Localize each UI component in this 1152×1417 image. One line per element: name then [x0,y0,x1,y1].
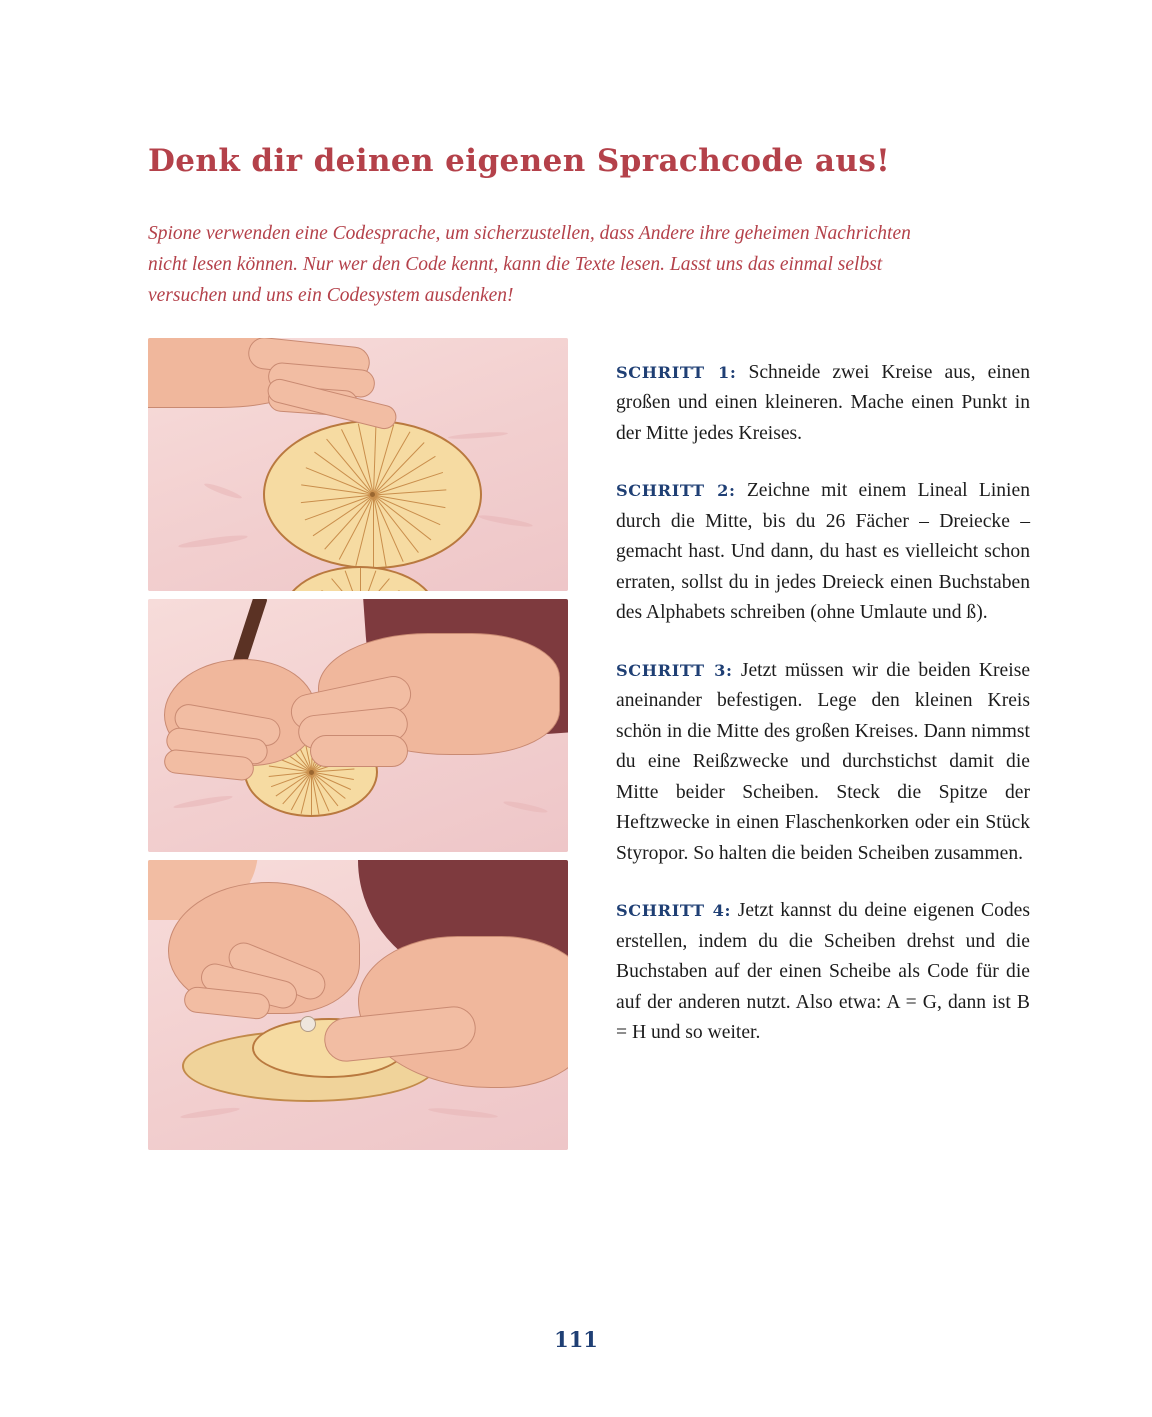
page-title: Denk dir deinen eigenen Sprachcode aus! [148,142,891,179]
finger [310,735,408,767]
page-number: 111 [554,1327,598,1352]
figure-step-1 [148,338,568,591]
step-paragraph [616,656,1030,870]
step-paragraph [616,896,1030,1049]
paper-disc-large [263,420,482,569]
step-label: SCHRITT 1: [616,362,737,382]
steps-column [616,338,1030,1076]
figure-step-2 [148,599,568,852]
step-paragraph [616,476,1030,629]
step-text: Jetzt kannst du deine eigenen Codes erstellen, indem du die Scheiben drehst und die Buchstaben auf der einen Scheibe als Code für die auf der anderen nutzt. Also etwa: A = G, dann ist B = H und so weiter. [616,900,1030,1044]
illustration-column [148,338,568,1158]
step-paragraph [616,358,1030,450]
step-label: SCHRITT 2: [616,481,736,501]
figure-step-3 [148,860,568,1150]
step-label: SCHRITT 3: [616,660,733,680]
pushpin [300,1016,316,1032]
intro-paragraph: Spione verwenden eine Codesprache, um sicherzustellen, dass Andere ihre geheimen Nachrichten nicht lesen können. Nur wer den Code kennt, kann die Texte lesen. Lasst uns das einmal selbst versuchen und uns ein Codesystem ausdenken! [148,222,911,306]
step-text: Schneide zwei Kreise aus, einen großen und einen kleineren. Mache einen Punkt in der Mitte jedes Kreises. [616,361,1030,444]
step-label: SCHRITT 4: [616,901,732,921]
step-text: Zeichne mit einem Lineal Linien durch die Mitte, bis du 26 Fächer – Dreiecke – gemacht hast. Und dann, du hast es vielleicht schon erraten, sollst du in jedes Dreieck einen Buchstaben des Alphabets schreiben (ohne Umlaute und ß). [616,480,1030,624]
step-text: Jetzt müssen wir die beiden Kreise aneinander befestigen. Lege den kleinen Kreis schön in die Mitte des großen Kreises. Dann nimmst du eine Reißzwecke und durchstichst damit die Mitte beider Scheiben. Steck die Spitze der Heftzwecke in einen Flaschenkorken oder ein Stück Styropor. So halten die beiden Scheiben zusammen. [616,659,1031,864]
